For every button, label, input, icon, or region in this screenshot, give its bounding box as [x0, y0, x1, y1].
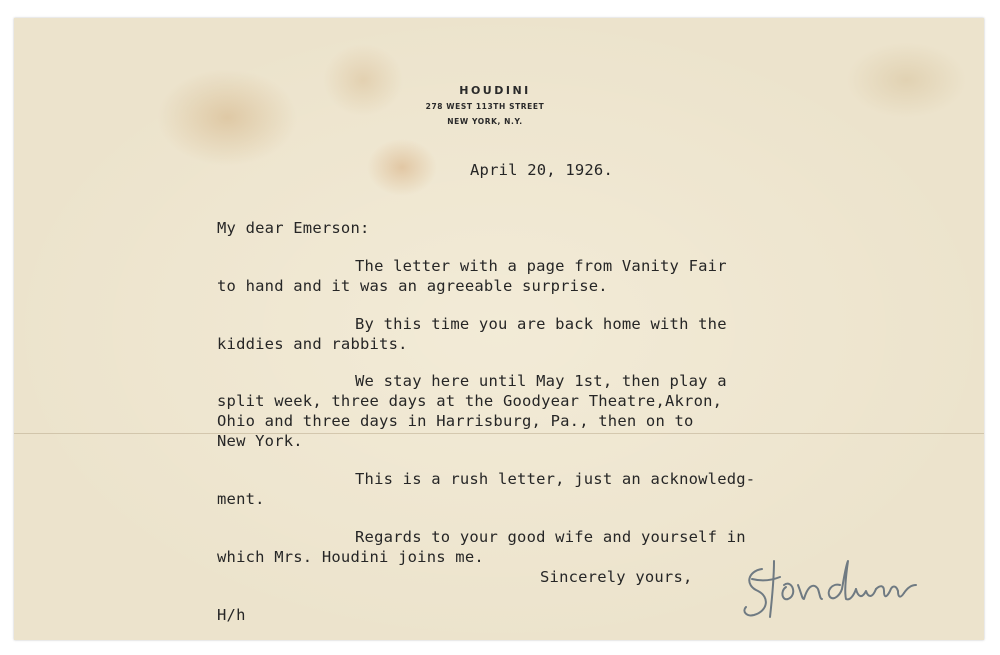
paragraph-2-line-2: kiddies and rabbits.	[217, 335, 408, 353]
letterhead	[395, 84, 575, 126]
salutation: My dear Emerson:	[217, 219, 370, 237]
paragraph-4-line-2: ment.	[217, 490, 265, 508]
fold-crease	[14, 433, 984, 434]
paragraph-3-line-1: We stay here until May 1st, then play a	[355, 372, 727, 390]
paragraph-1-line-1: The letter with a page from Vanity Fair	[355, 257, 727, 275]
paragraph-4-line-1: This is a rush letter, just an acknowledg-	[355, 470, 756, 488]
paragraph-3-line-3: Ohio and three days in Harrisburg, Pa., then on to	[217, 412, 694, 430]
closing: Sincerely yours,	[540, 568, 693, 586]
paragraph-5-line-1: Regards to your good wife and yourself in	[355, 528, 746, 546]
letterhead-street: 278 WEST 113TH STREET	[425, 102, 545, 111]
letterhead-city: NEW YORK, N.Y.	[447, 117, 523, 126]
paragraph-2-line-1: By this time you are back home with the	[355, 315, 727, 333]
handwritten-signature	[740, 555, 930, 625]
letter-date: April 20, 1926.	[470, 161, 613, 179]
paragraph-1-line-2: to hand and it was an agreeable surprise.	[217, 277, 608, 295]
paragraph-5-line-2: which Mrs. Houdini joins me.	[217, 548, 484, 566]
typist-initials: H/h	[217, 606, 246, 624]
letterhead-name: HOUDINI	[459, 84, 531, 97]
paragraph-3-line-4: New York.	[217, 432, 303, 450]
paragraph-3-line-2: split week, three days at the Goodyear Theatre,Akron,	[217, 392, 723, 410]
